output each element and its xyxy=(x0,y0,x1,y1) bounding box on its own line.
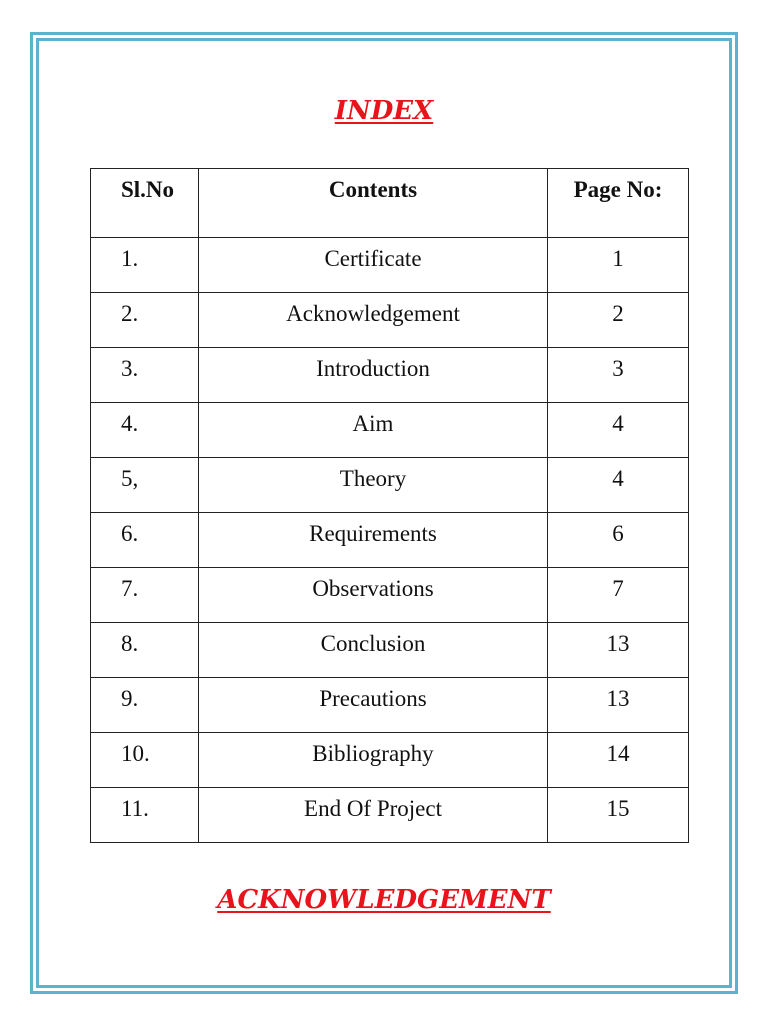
index-title: INDEX xyxy=(334,96,434,126)
table-row xyxy=(91,513,689,568)
index-table xyxy=(90,168,689,843)
cell-content: Acknowledgement xyxy=(199,293,548,348)
cell-page-no: 6 xyxy=(548,513,689,568)
cell-sl-no: 1. xyxy=(91,238,199,293)
table-row xyxy=(91,238,689,293)
table-row xyxy=(91,733,689,788)
cell-sl-no: 7. xyxy=(91,568,199,623)
cell-page-no: 13 xyxy=(548,623,689,678)
cell-sl-no: 6. xyxy=(91,513,199,568)
cell-content: Observations xyxy=(199,568,548,623)
table-row xyxy=(91,678,689,733)
cell-content: Certificate xyxy=(199,238,548,293)
cell-sl-no: 8. xyxy=(91,623,199,678)
cell-sl-no: 9. xyxy=(91,678,199,733)
table-row xyxy=(91,293,689,348)
table-row xyxy=(91,458,689,513)
cell-sl-no: 2. xyxy=(91,293,199,348)
table-row xyxy=(91,623,689,678)
table-row xyxy=(91,403,689,458)
cell-content: End Of Project xyxy=(199,788,548,843)
cell-sl-no: 5, xyxy=(91,458,199,513)
cell-content: Conclusion xyxy=(199,623,548,678)
cell-sl-no: 3. xyxy=(91,348,199,403)
header-sl-no: Sl.No xyxy=(91,169,199,238)
table-row xyxy=(91,348,689,403)
table-row xyxy=(91,568,689,623)
cell-sl-no: 10. xyxy=(91,733,199,788)
table-row xyxy=(91,788,689,843)
cell-page-no: 7 xyxy=(548,568,689,623)
cell-page-no: 14 xyxy=(548,733,689,788)
cell-page-no: 4 xyxy=(548,403,689,458)
cell-page-no: 4 xyxy=(548,458,689,513)
cell-page-no: 1 xyxy=(548,238,689,293)
cell-content: Theory xyxy=(199,458,548,513)
table-body xyxy=(91,238,689,843)
header-contents: Contents xyxy=(199,169,548,238)
cell-content: Precautions xyxy=(199,678,548,733)
cell-content: Introduction xyxy=(199,348,548,403)
cell-page-no: 2 xyxy=(548,293,689,348)
cell-page-no: 13 xyxy=(548,678,689,733)
cell-sl-no: 11. xyxy=(91,788,199,843)
cell-page-no: 15 xyxy=(548,788,689,843)
cell-content: Requirements xyxy=(199,513,548,568)
cell-page-no: 3 xyxy=(548,348,689,403)
acknowledgement-title: ACKNOWLEDGEMENT xyxy=(217,885,551,915)
header-page-no: Page No: xyxy=(548,169,689,238)
table-header-row xyxy=(91,169,689,238)
cell-sl-no: 4. xyxy=(91,403,199,458)
cell-content: Bibliography xyxy=(199,733,548,788)
cell-content: Aim xyxy=(199,403,548,458)
